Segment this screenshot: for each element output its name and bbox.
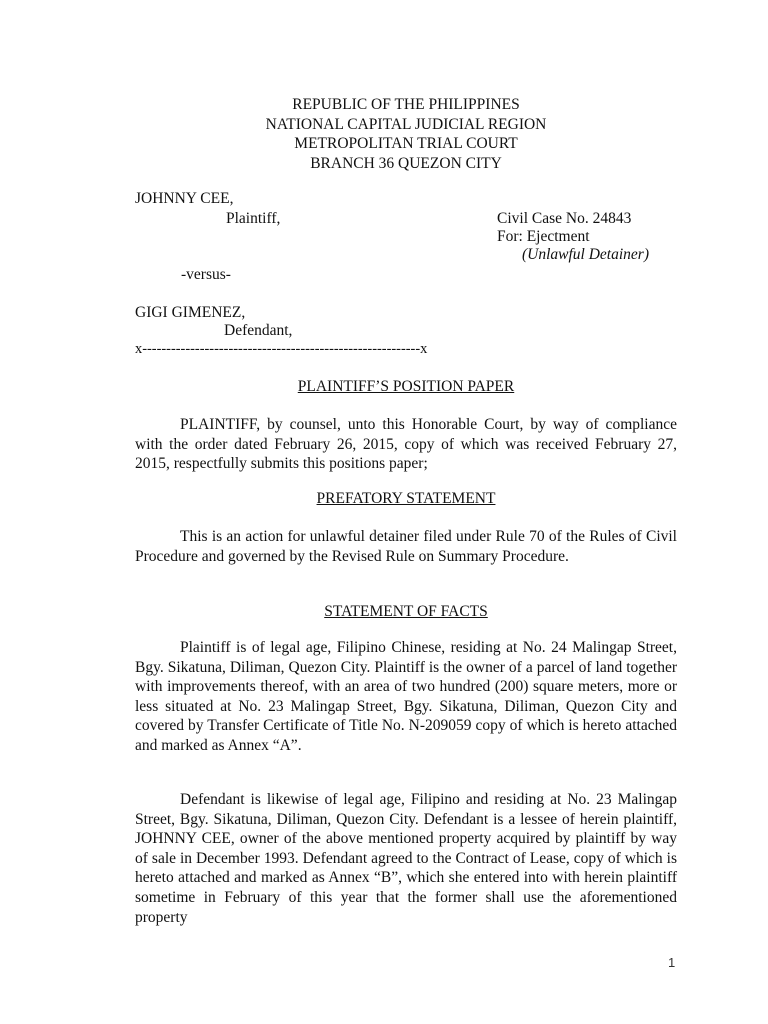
case-for: For: Ejectment: [497, 228, 590, 245]
caption-separator: x----------------------------------------------------------x: [135, 341, 428, 357]
prefatory-heading: PREFATORY STATEMENT: [316, 490, 496, 507]
header-line-republic: REPUBLIC OF THE PHILIPPINES: [292, 96, 520, 113]
plaintiff-role: Plaintiff,: [226, 210, 281, 227]
court-header: [0, 95, 768, 173]
facts-paragraph-1: Plaintiff is of legal age, Filipino Chinese, residing at No. 24 Malingap Street, Bgy. Sikatuna, Diliman, Quezon City. Plaintiff is the owner of a parcel of land together with improvements thereof, with an area of two hundred (200) square meters, more or less situated at No. 23 Malingap Street, Bgy. Sikatuna, Diliman, Quezon City and covered by Transfer Certificate of Title No. N-209059 copy of which is hereto attached and marked as Annex “A”.: [135, 639, 677, 754]
intro-paragraph: PLAINTIFF, by counsel, unto this Honorable Court, by way of compliance with the order dated February 26, 2015, copy of which was received February 27, 2015, respectfully submits this positions paper;: [135, 416, 677, 473]
header-line-branch: BRANCH 36 QUEZON CITY: [310, 154, 502, 172]
document-title: PLAINTIFF’S POSITION PAPER: [297, 378, 515, 395]
header-line-court: METROPOLITAN TRIAL COURT: [294, 135, 518, 152]
plaintiff-name: JOHNNY CEE,: [135, 190, 234, 207]
case-nature: (Unlawful Detainer): [522, 246, 649, 263]
defendant-name: GIGI GIMENEZ,: [135, 304, 246, 321]
header-line-region: NATIONAL CAPITAL JUDICIAL REGION: [265, 115, 547, 133]
facts-paragraph-2: Defendant is likewise of legal age, Filipino and residing at No. 23 Malingap Street, Bgy. Sikatuna, Diliman, Quezon City. Defendant is a lessee of herein plaintiff, JOHNNY CEE, owner of the above mentioned property acquired by plaintiff by way of sale in December 1993. Defendant agreed to the Contract of Lease, copy of which is hereto attached and marked as Annex “B”, which she entered into with herein plaintiff sometime in February of this year that the former shall use the aforementioned property: [135, 791, 677, 926]
case-number: Civil Case No. 24843: [497, 210, 632, 227]
defendant-role: Defendant,: [224, 322, 293, 339]
versus-label: -versus-: [181, 266, 231, 283]
facts-heading: STATEMENT OF FACTS: [324, 603, 488, 620]
prefatory-paragraph: This is an action for unlawful detainer filed under Rule 70 of the Rules of Civil Procedure and governed by the Revised Rule on Summary Procedure.: [135, 528, 677, 565]
page-number: 1: [668, 955, 676, 970]
